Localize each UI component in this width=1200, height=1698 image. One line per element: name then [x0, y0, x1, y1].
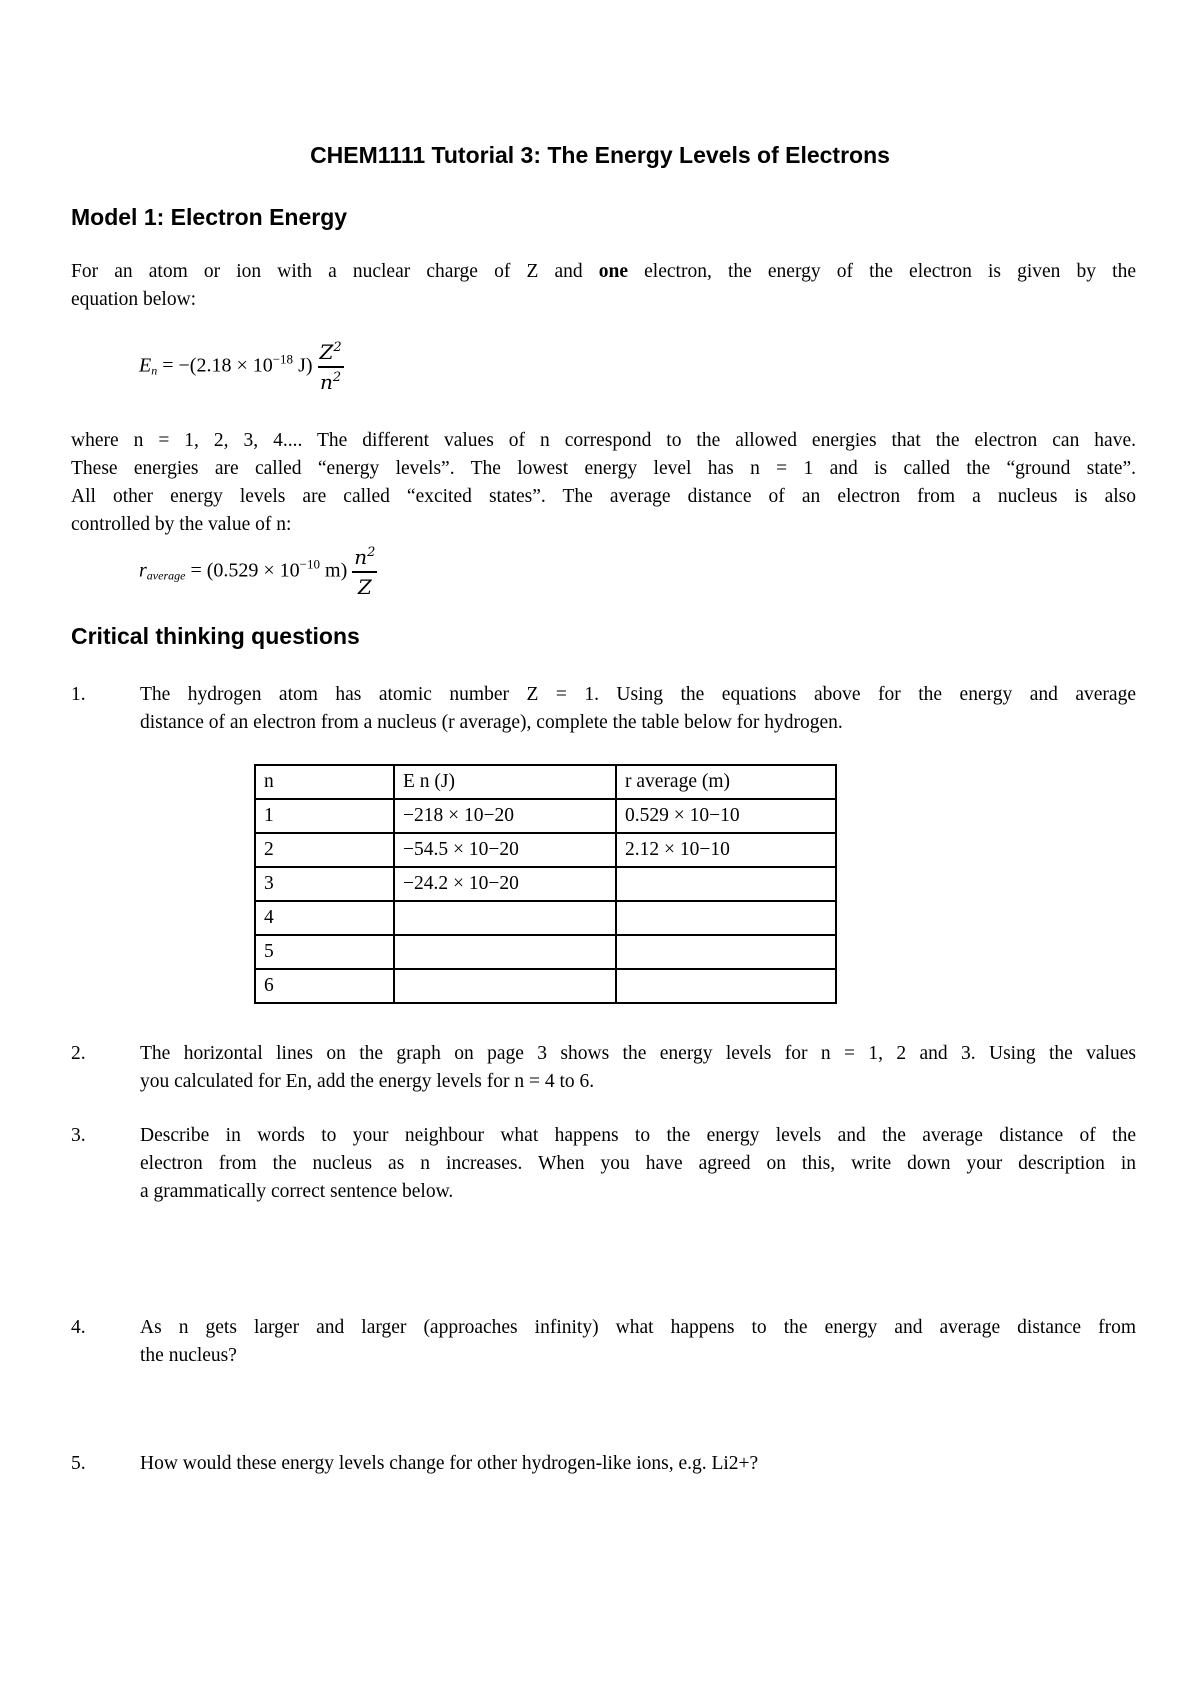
table-cell: 2.12 × 10−10: [616, 833, 836, 867]
intro-line-1: For an atom or ion with a nuclear charge of Z and one electron, the energy of the electron is given by the: [71, 261, 1136, 282]
page-title: CHEM1111 Tutorial 3: The Energy Levels of Electrons: [310, 142, 890, 168]
question-number: 2.: [71, 1043, 86, 1064]
table-cell: −218 × 10−20: [394, 799, 616, 833]
table-cell: [394, 935, 616, 969]
table-cell: 2: [255, 833, 394, 867]
body-line-3: All other energy levels are called “excited states”. The average distance of an electron from a nucleus is also: [71, 486, 1136, 507]
radius-fraction: $\frac{n^2}{Z}$: [354, 545, 376, 599]
table-cell: 0.529 × 10−10: [616, 799, 836, 833]
table-cell: [616, 901, 836, 935]
table-header-cell: n: [255, 765, 394, 799]
question-number: 4.: [71, 1317, 86, 1338]
table-cell: 4: [255, 901, 394, 935]
table-cell: 6: [255, 969, 394, 1003]
table-row: [255, 799, 836, 833]
energy-equation: $E_n = -(2.18 \times 10^{-18}$ J) $\frac{Z^2}{n^2}$: [139, 340, 342, 394]
question-number: 1.: [71, 684, 86, 705]
body-line-2: These energies are called “energy levels”. The lowest energy level has n = 1 and is called the “ground state”.: [71, 458, 1136, 479]
body-line-1: where n = 1, 2, 3, 4.... The different values of n correspond to the allowed energies that the electron can have.: [71, 430, 1136, 451]
energy-levels-paragraph: [71, 427, 1136, 539]
table-header-cell: r average (m): [616, 765, 836, 799]
section-heading-critical-thinking: Critical thinking questions: [71, 623, 360, 649]
hydrogen-energy-table: [254, 764, 837, 1004]
table-header-row: [255, 765, 836, 799]
table-row: [255, 969, 836, 1003]
question-number: 5.: [71, 1453, 86, 1474]
table-cell: 3: [255, 867, 394, 901]
document-page: CHEM1111 Tutorial 3: The Energy Levels of Electrons Model 1: Electron Energy For an atom or ion with a nuclear charge of Z and one electron, the energy of the electron is given by the equation below: $E_n = -(2.18 \times 10^{-18}$ J) $\frac{Z^2}{n^2}$ where n = 1, 2, 3, 4.... The different values of n correspond to the allowed energies that the electron can have. These energies are called “energy levels”. The lowest energy level has n = 1 and is called the “ground state”. All other energy levels are called “excited states”. The average distance of an electron from a nucleus is also controlled by the value of n: $r_{average} = (0.529 \times 10^{-10}$ m) $\frac{n^2}{Z}$ Critical thinking questions 1. The hydrogen atom has atomic number Z = 1. Using the equations above for the energy and average distance of an electron from a nucleus (r average), complete the table below for hydrogen. n E n (J) r average (m) 1 −218 × 10−20 0.529 × 10−10 2 −54.5 × 10−20 2.12 × 10−10 3 −24.2 × 10−20 4 5 6 2. The horizontal lines on the graph on page 3 shows the energy levels for n = 1, 2 and 3. Using the values you calculated for En, add the energy levels for n = 4 to 6. 3. Describe in words to your neighbour what happens to the energy levels and the average distance of the electron from the nucleus as n increases. When you have agreed on this, write down your description in a grammatically correct sentence below. 4. As n gets larger and larger (approaches infinity) what happens to the energy and average distance from the nucleus? 5. How would these energy levels change for other hydrogen-like ions, e.g. Li2+?: [0, 0, 1200, 1698]
body-line-4: controlled by the value of n:: [71, 514, 292, 535]
section-heading-model-1: Model 1: Electron Energy: [71, 204, 348, 230]
question-number: 3.: [71, 1125, 86, 1146]
table-cell: [616, 969, 836, 1003]
table-cell: 1: [255, 799, 394, 833]
table-cell: −24.2 × 10−20: [394, 867, 616, 901]
table-cell: 5: [255, 935, 394, 969]
table-cell: −54.5 × 10−20: [394, 833, 616, 867]
table-cell: [616, 935, 836, 969]
intro-paragraph: [71, 258, 1136, 314]
radius-equation: $r_{average} = (0.529 \times 10^{-10}$ m) $\frac{n^2}{Z}$: [139, 545, 376, 599]
table-row: [255, 867, 836, 901]
table-row: [255, 901, 836, 935]
table-cell: [394, 901, 616, 935]
table-row: [255, 935, 836, 969]
table-header-cell: E n (J): [394, 765, 616, 799]
intro-line-2: equation below:: [71, 289, 197, 310]
table-cell: [616, 867, 836, 901]
table-cell: [394, 969, 616, 1003]
energy-fraction: $\frac{Z^2}{n^2}$: [319, 340, 342, 394]
table-row: [255, 833, 836, 867]
